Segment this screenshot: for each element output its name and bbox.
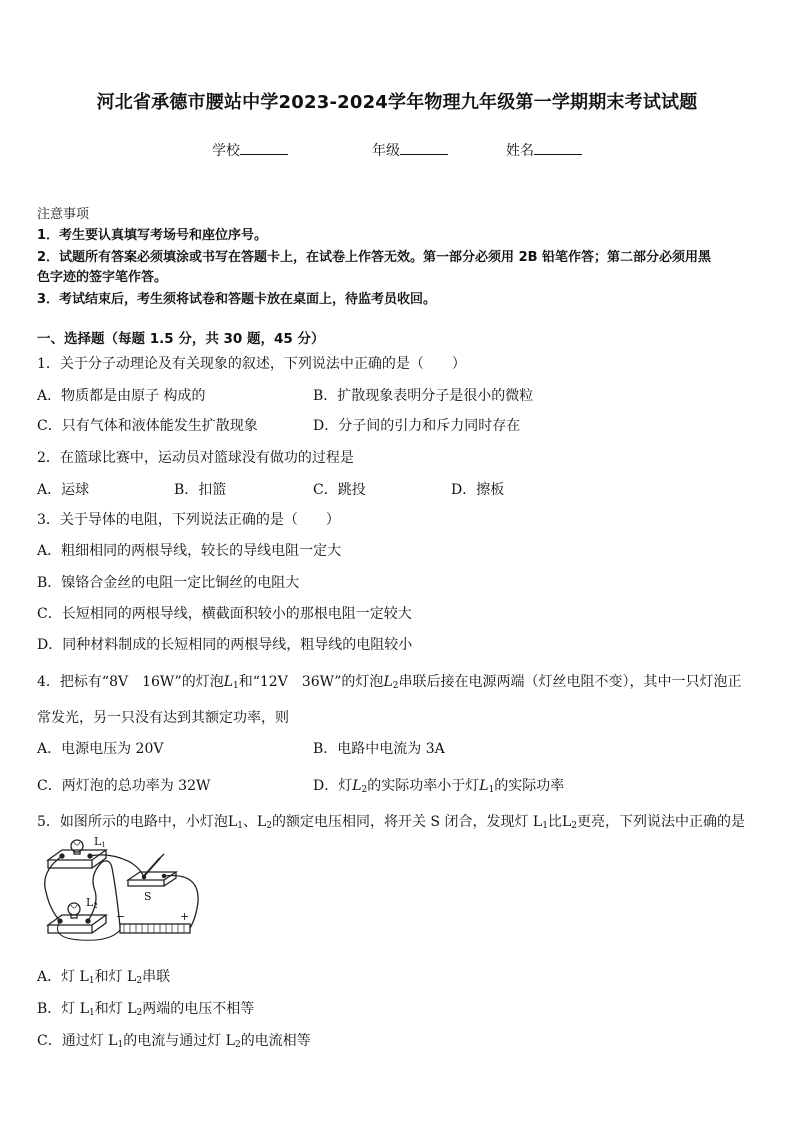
question-4-stem: 4．把标有“8V 16W”的灯泡$L_1$和“12V 36W”的灯泡$L_2$串联后接在电源两端（灯丝电阻不变），其中一只灯泡正	[37, 674, 742, 691]
label-minus: −	[116, 910, 126, 923]
label-plus: +	[180, 910, 190, 923]
switch-lever-icon	[144, 858, 160, 876]
q1-option-c[interactable]: C．只有气体和液体能发生扩散现象	[37, 418, 258, 434]
q1-option-b[interactable]: B．扩散现象表明分子是很小的微粒	[313, 388, 534, 404]
q2-option-d[interactable]: D．擦板	[451, 482, 505, 498]
q2-option-b[interactable]: B．扣篮	[174, 482, 227, 498]
school-label: 学校	[212, 143, 240, 159]
q3-option-b[interactable]: B．镍铬合金丝的电阻一定比铜丝的电阻大	[37, 575, 300, 591]
notice-item: 3．考试结束后，考生须将试卷和答题卡放在桌面上，待监考员收回。	[37, 292, 437, 307]
q2-option-c[interactable]: C．跳投	[313, 482, 366, 498]
q5-option-a[interactable]: A．灯 $L_1$和灯 $L_2$串联	[37, 969, 171, 986]
q4-option-d[interactable]: D．灯$L_2$的实际功率小于灯$L_1$的实际功率	[313, 778, 565, 795]
q4-option-b[interactable]: B．电路中电流为 3A	[313, 741, 445, 757]
grade-blank[interactable]	[400, 142, 448, 155]
wire	[58, 921, 121, 940]
q3-option-a[interactable]: A．粗细相同的两根导线，较长的导线电阻一定大	[37, 543, 342, 559]
q5-option-c[interactable]: C．通过灯 $L_1$的电流与通过灯 $L_2$的电流相等	[37, 1033, 311, 1050]
q4-option-c[interactable]: C．两灯泡的总功率为 32W	[37, 778, 211, 794]
question-4-stem-line2: 常发光，另一只没有达到其额定功率，则	[37, 710, 289, 726]
page-title: 河北省承德市腰站中学2023-2024学年物理九年级第一学期期末考试试题	[96, 92, 698, 113]
notice-item: 1．考生要认真填写考场号和座位序号。	[37, 228, 268, 243]
question-5-stem: 5．如图所示的电路中，小灯泡$L_1$、$L_2$的额定电压相同，将开关 S 闭合，发现灯 $L_1$比$L_2$更亮，下列说法中正确的是	[37, 814, 745, 831]
section-heading: 一、选择题（每题 1.5 分，共 30 题，45 分）	[37, 331, 325, 347]
notice-item: 色字迹的签字笔作答。	[37, 270, 168, 285]
label-l1: L1	[94, 835, 106, 849]
q1-option-a[interactable]: A．物质都是由原子 构成的	[37, 388, 206, 404]
name-blank[interactable]	[534, 142, 582, 155]
lamp2-bulb-icon	[68, 903, 80, 915]
notice-heading: 注意事项	[37, 207, 90, 222]
name-label: 姓名	[506, 143, 534, 159]
q2-option-a[interactable]: A．运球	[37, 482, 90, 498]
school-field[interactable]	[212, 140, 288, 160]
q3-option-c[interactable]: C．长短相同的两根导线，横截面积较小的那根电阻一定较大	[37, 606, 412, 622]
circuit-diagram	[40, 832, 210, 944]
wire	[45, 856, 62, 921]
label-l2: L2	[86, 896, 98, 910]
name-field[interactable]	[506, 140, 582, 160]
battery-icon	[120, 924, 190, 933]
q5-option-b[interactable]: B．灯 $L_1$和灯 $L_2$两端的电压不相等	[37, 1001, 255, 1018]
school-blank[interactable]	[240, 142, 288, 155]
q4-option-a[interactable]: A．电源电压为 20V	[37, 741, 164, 757]
label-s: S	[144, 890, 152, 903]
question-2-stem: 2．在篮球比赛中，运动员对篮球没有做功的过程是	[37, 450, 354, 466]
question-3-stem: 3．关于导体的电阻，下列说法正确的是（ ）	[37, 512, 340, 528]
grade-field[interactable]	[372, 140, 448, 160]
question-1-stem: 1．关于分子动理论及有关现象的叙述，下列说法中正确的是（ ）	[37, 356, 466, 372]
q3-option-d[interactable]: D．同种材料制成的长短相同的两根导线，粗导线的电阻较小	[37, 637, 413, 653]
notice-item: 2．试题所有答案必须填涂或书写在答题卡上，在试卷上作答无效。第一部分必须用 2B 铅笔作答；第二部分必须用黑	[37, 250, 712, 265]
grade-label: 年级	[372, 143, 400, 159]
q1-option-d[interactable]: D．分子间的引力和斥力同时存在	[313, 418, 521, 434]
